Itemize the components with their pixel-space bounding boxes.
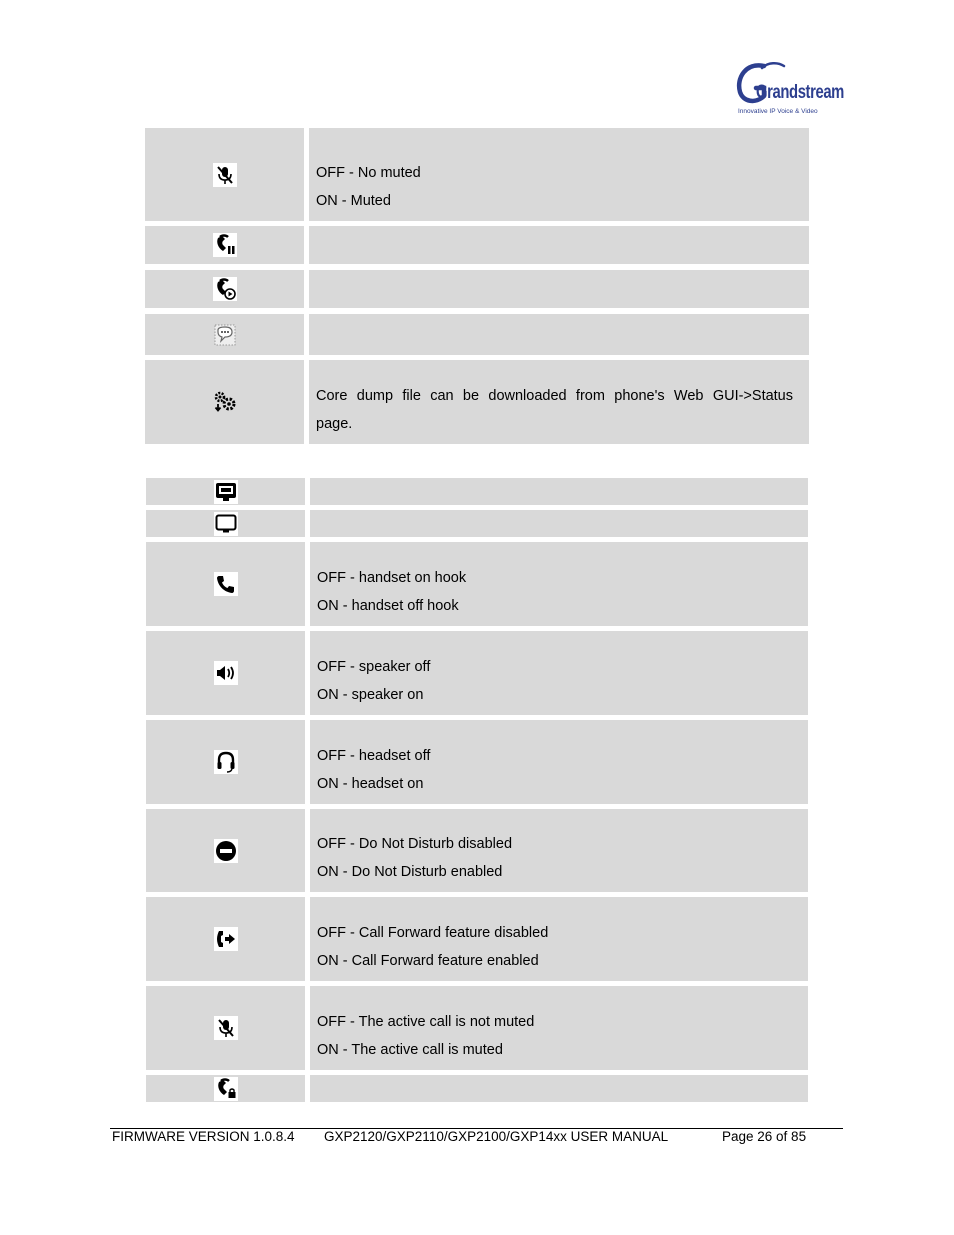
- icon-cell: [146, 1075, 305, 1102]
- icon-cell: [146, 542, 305, 626]
- table-row: [146, 542, 808, 626]
- call-hold-icon: [213, 233, 237, 257]
- icon-cell: [145, 314, 304, 355]
- grandstream-logo: [734, 60, 844, 118]
- icon-cell: [145, 226, 304, 264]
- icon-cell: [146, 897, 305, 981]
- table-row: [146, 510, 808, 537]
- description-line: OFF - handset on hook: [317, 570, 467, 586]
- description-cell: [310, 1075, 808, 1102]
- description-cell: [309, 360, 809, 444]
- description-cell: [309, 128, 809, 221]
- icon-cell: [146, 720, 305, 804]
- description-line: page.: [316, 416, 353, 432]
- description-line: ON - The active call is muted: [317, 1042, 503, 1058]
- table-row: [146, 809, 808, 892]
- table-row: [146, 720, 808, 804]
- icon-cell: [146, 631, 305, 715]
- description-cell: [310, 720, 808, 804]
- description-cell: [309, 270, 809, 308]
- description-line: OFF - Do Not Disturb disabled: [317, 836, 513, 852]
- footer-page-number: Page 26 of 85: [722, 1129, 807, 1144]
- description-cell: [309, 226, 809, 264]
- core-dump-gears-icon: [213, 390, 237, 414]
- description-line: ON - Muted: [316, 193, 391, 209]
- description-cell: [310, 897, 808, 981]
- description-line: OFF - headset off: [317, 748, 431, 764]
- locked-phone-icon: [214, 1077, 238, 1101]
- description-line: ON - Do Not Disturb enabled: [317, 864, 503, 880]
- description-cell: [310, 809, 808, 892]
- table-row: [145, 128, 809, 221]
- icon-cell: [146, 478, 305, 505]
- description-cell: [310, 986, 808, 1070]
- description-line: ON - headset on: [317, 776, 424, 792]
- description-line: OFF - The active call is not muted: [317, 1014, 535, 1030]
- icon-cell: [146, 986, 305, 1070]
- speaker-icon: [214, 661, 238, 685]
- description-line: OFF - speaker off: [317, 659, 431, 675]
- description-line: ON - Call Forward feature enabled: [317, 953, 539, 969]
- message-bubble-icon: [213, 323, 237, 347]
- icon-cell: [145, 270, 304, 308]
- description-line: Core dump file can be downloaded from phone's Web GUI->Status: [316, 388, 793, 404]
- table-row: [146, 986, 808, 1070]
- table-row: [145, 314, 809, 355]
- description-line: OFF - No muted: [316, 165, 421, 181]
- mute-active-call-icon: [214, 1016, 238, 1040]
- description-line: OFF - Call Forward feature disabled: [317, 925, 549, 941]
- icon-cell: [146, 510, 305, 537]
- network-connected-icon: [214, 480, 238, 504]
- call-forward-icon: [214, 927, 238, 951]
- icon-cell: [145, 360, 304, 444]
- description-cell: [310, 631, 808, 715]
- call-resume-icon: [213, 277, 237, 301]
- table-row: [146, 478, 808, 505]
- description-cell: [310, 542, 808, 626]
- description-cell: [309, 314, 809, 355]
- table-row: [145, 226, 809, 264]
- description-line: ON - handset off hook: [317, 598, 459, 614]
- headset-icon: [214, 750, 238, 774]
- icon-cell: [145, 128, 304, 221]
- brand-name: Grandstream: [756, 82, 844, 103]
- status-icons-table-2: [146, 478, 808, 1102]
- table-row: [145, 270, 809, 308]
- footer-firmware-version: FIRMWARE VERSION 1.0.8.4: [112, 1129, 295, 1144]
- table-row: [145, 360, 809, 444]
- muted-mic-icon: [213, 163, 237, 187]
- network-disconnected-icon: [214, 512, 238, 536]
- do-not-disturb-icon: [214, 839, 238, 863]
- table-row: [146, 631, 808, 715]
- status-icons-table-1: [145, 128, 809, 444]
- footer-manual-title: GXP2120/GXP2110/GXP2100/GXP14xx USER MANUAL: [324, 1129, 669, 1144]
- table-row: [146, 897, 808, 981]
- table-row: [146, 1075, 808, 1102]
- handset-icon: [214, 572, 238, 596]
- description-cell: [310, 478, 808, 505]
- description-cell: [310, 510, 808, 537]
- description-line: ON - speaker on: [317, 687, 424, 703]
- icon-cell: [146, 809, 305, 892]
- brand-tagline: Innovative IP Voice & Video: [738, 108, 818, 115]
